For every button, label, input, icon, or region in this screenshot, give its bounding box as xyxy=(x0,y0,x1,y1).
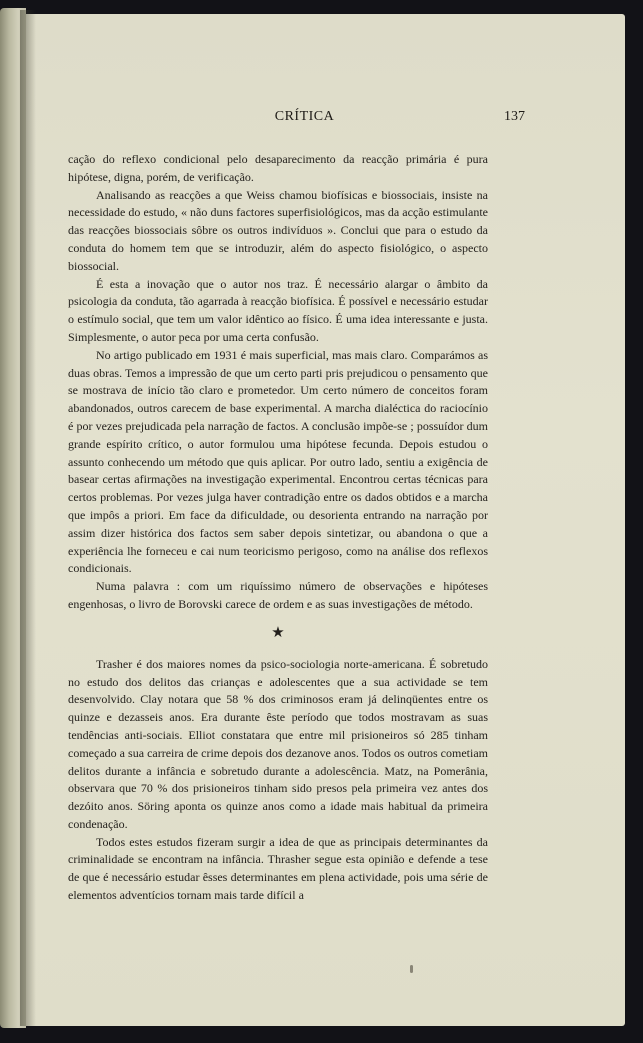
paragraph-7: Todos estes estudos fizeram surgir a idea de que as principais determinantes da criminalidade se encontram na infância. Thrasher segue esta opinião e defende a tese de que é necessário estudar êsses determinantes em plena actividade, pois uma série de elementos adventícios tornam mais tarde difícil a xyxy=(68,834,488,903)
running-title: CRÍTICA xyxy=(274,109,335,124)
paragraph-3: É esta a inovação que o autor nos traz. É necessário alargar o âmbito da psicologia da conduta, tão agarrada à reacção biofísica. É possível e necessário estudar o estímulo social, que tem um valor idêntico ao físico. É uma idea interessante e justa. Simplesmente, o autor peca por uma certa confusão. xyxy=(68,276,488,344)
paragraph-4: No artigo publicado em 1931 é mais superficial, mas mais claro. Comparámos as duas obras. Temos a impressão de que um certo parti pris prejudicou o pensamento que se mostrava de início tão claro e prometedor. Um certo número de conceitos foram abandonados, outros carecem de base experimental. A marcha dialéctica do raciocínio é por vezes prejudicada pela narração de factos. A conclusão impõe-se ; possuídor dum grande espírito crítico, o autor formulou uma hipótese fecunda. Depois estudou o assunto conhecendo um método que quis aplicar. Por outro lado, sentiu a exigência de basear certas afirmações na investigação experimental. Encontrou certas técnicas para certos problemas. Por vezes julga haver contradição entre os dados obtidos e a marcha que impôs a priori. Em face da dificuldade, ou desorienta entrando na narração por assim dizer histórica dos factos sem saber depois sintetizar, ou abandona o que a experiência lhe forneceu e cai num teoricismo perigoso, como na análise dos reflexos condicionais. xyxy=(68,347,488,576)
page-header xyxy=(84,109,525,133)
page-number: 137 xyxy=(504,109,525,124)
section-separator-star: ★ xyxy=(271,624,285,641)
paragraph-2: Analisando as reacções a que Weiss chamou biofísicas e biossociais, insiste na necessidade do estudo, « não duns factores superfisiológicos, mas da acção estimulante das reacções biossociais sôbre os outros indivíduos ». Conclui que para o estudo da conduta do homem tem que se introduzir, além do aspecto fisiológico, o aspecto biossocial. xyxy=(68,187,488,273)
ink-spot xyxy=(410,965,413,973)
gutter-shadow xyxy=(20,10,36,1026)
book-page xyxy=(26,14,625,1026)
body-text xyxy=(68,151,488,905)
paragraph-6: Trasher é dos maiores nomes da psico-sociologia norte-americana. É sobretudo no estudo dos delitos das crianças e adolescentes que a sua actividade se tem desenvolvido. Clay notara que 58 % dos criminosos eram já delinqüentes entre os quinze e dezasseis anos. Era durante êste período que todos mostravam as suas tendências anti-sociais. Elliot constatara que entre mil prisioneiros só 285 tinham começado a sua carreira de crime depois dos dezanove anos. Todos os outros cometiam delitos durante a infância e sobretudo durante a adolescência. Matz, na Pomerânia, observara que 70 % dos prisioneiros tinham sido presos pela primeira vez antes dos dezóito anos. Söring aponta os quinze anos como a idade mais habitual da primeira condenação. xyxy=(68,656,488,831)
paragraph-5: Numa palavra : com um riquíssimo número de observações e hipóteses engenhosas, o livro de Borovski carece de ordem e as suas investigações de método. xyxy=(68,579,488,611)
paragraph-1: cação do reflexo condicional pelo desaparecimento da reacção primária é pura hipótese, digna, porém, de verificação. xyxy=(68,152,488,184)
